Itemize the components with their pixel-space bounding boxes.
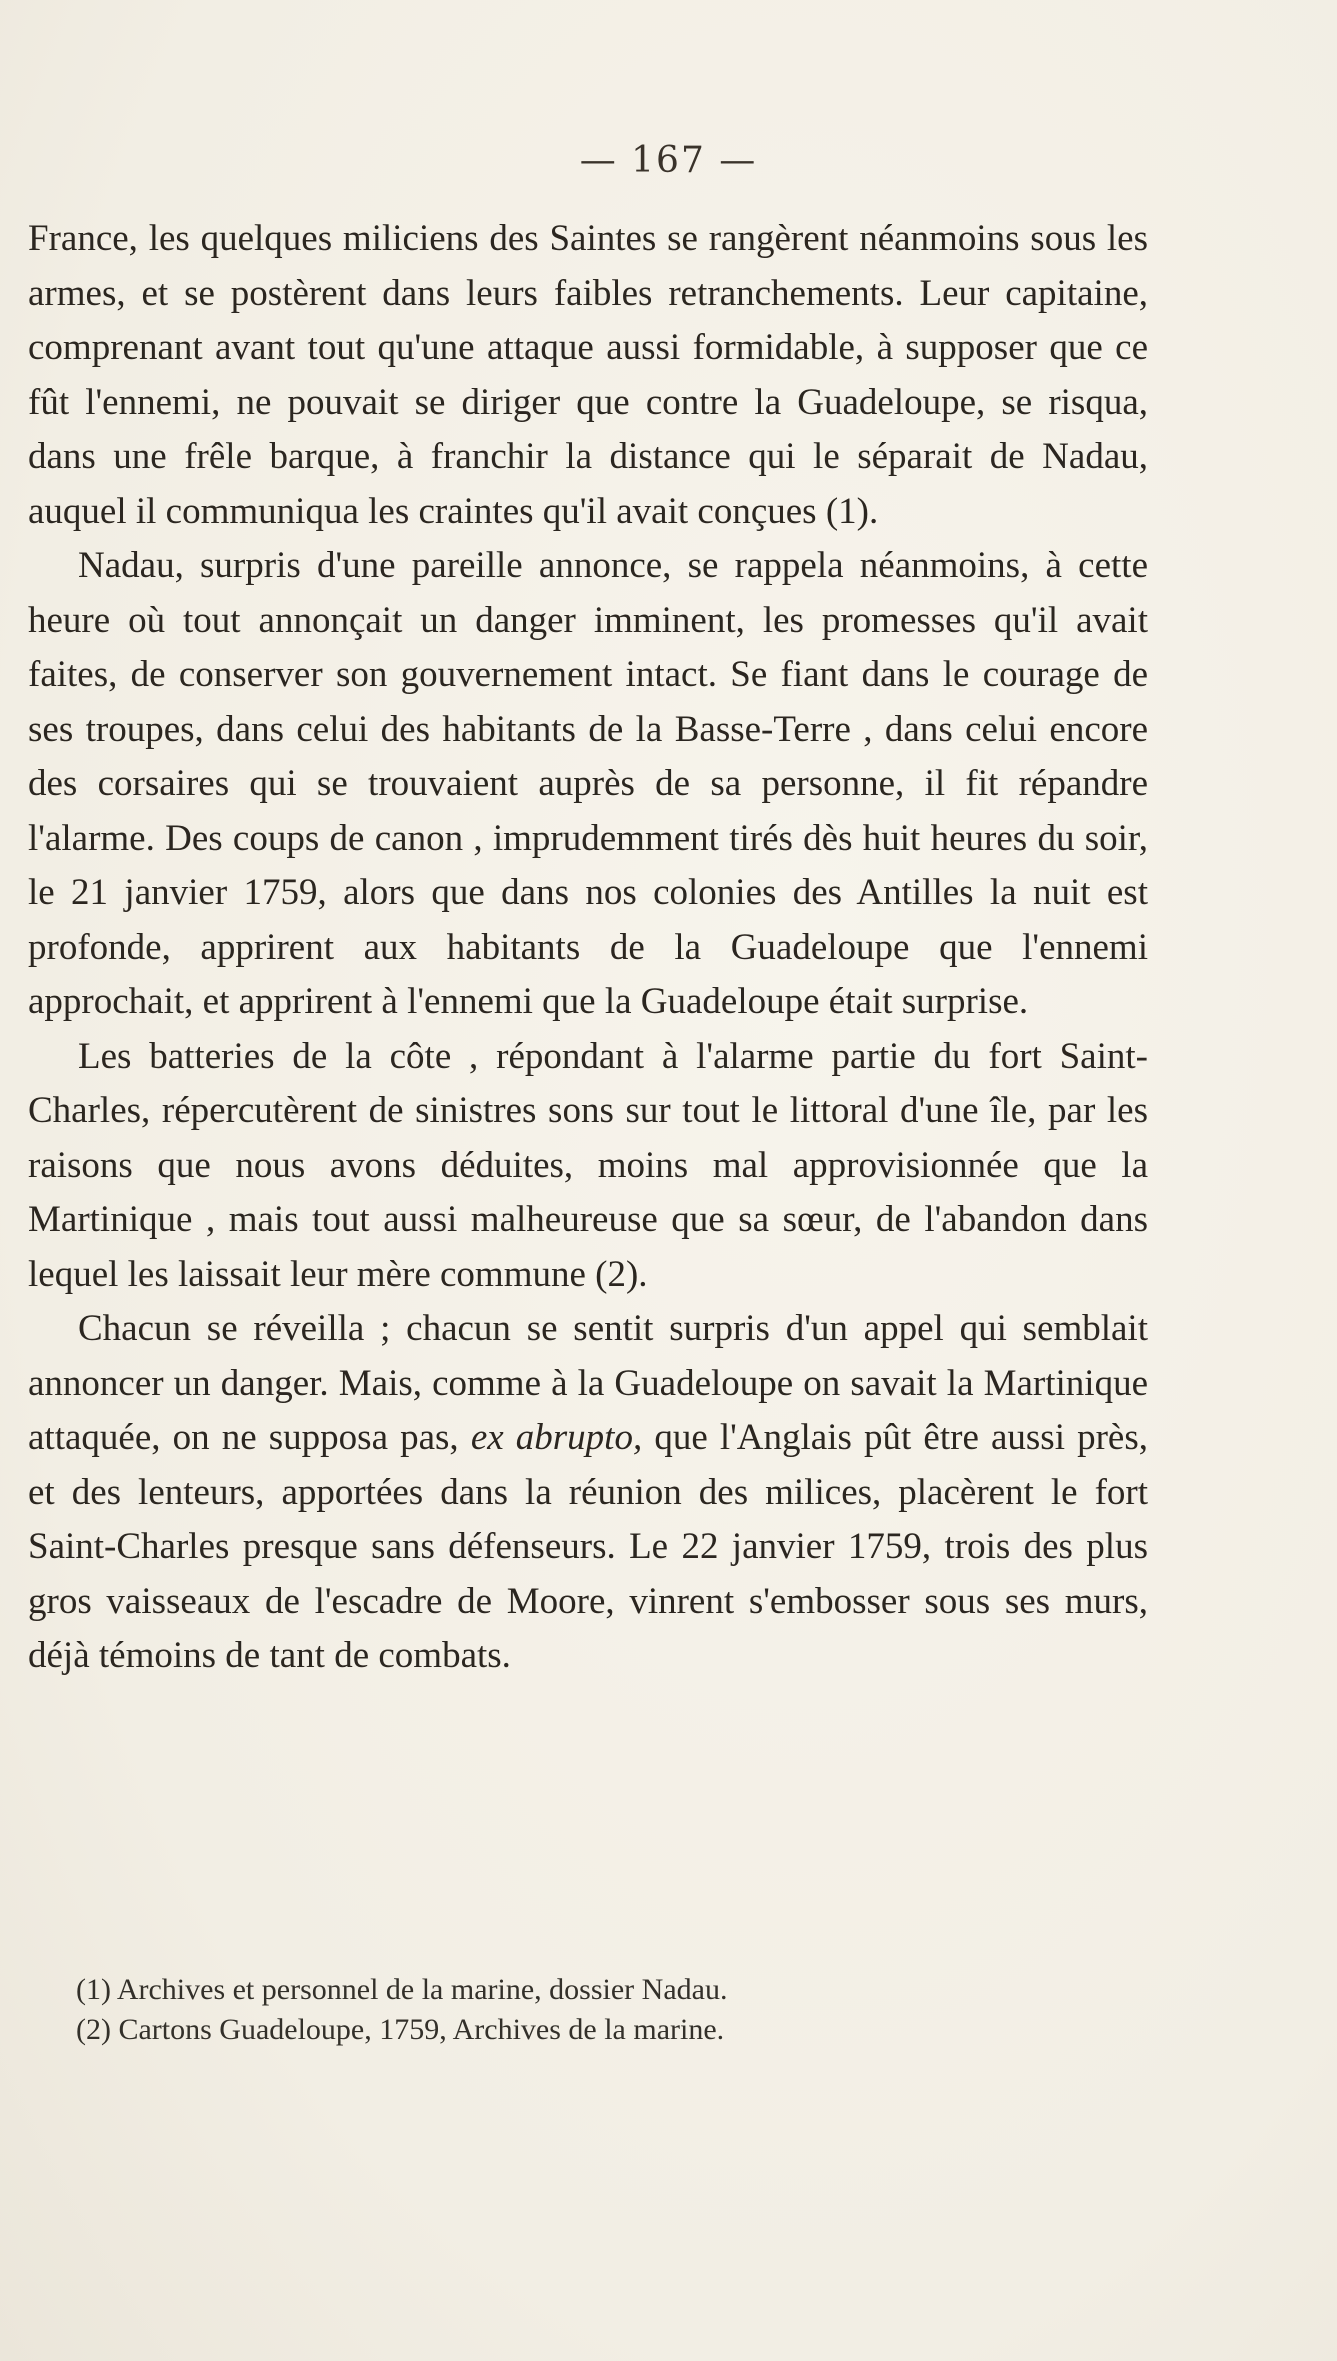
body-text: [28, 212, 1148, 1684]
footnote-1: (1) Archives et personnel de la marine, dossier Nadau.: [76, 1973, 728, 2006]
footnote-2: (2) Cartons Guadeloupe, 1759, Archives de la marine.: [76, 2013, 725, 2046]
footnotes: [76, 1970, 1136, 2050]
paragraph-1: France, les quelques miliciens des Saintes se rangèrent néanmoins sous les armes, et se postèrent dans leurs faibles retranchements. Leur capitaine, comprenant avant tout qu'une attaque aussi formidable, à supposer que ce fût l'ennemi, ne pouvait se diriger que contre la Guadeloupe, se risqua, dans une frêle barque, à franchir la distance qui le séparait de Nadau, auquel il communiqua les craintes qu'il avait conçues (1).: [28, 218, 1148, 532]
paragraph-2: Nadau, surpris d'une pareille annonce, se rappela néanmoins, à cette heure où tout annonçait un danger imminent, les promesses qu'il avait faites, de conserver son gouvernement intact. Se fiant dans le courage de ses troupes, dans celui des habitants de la Basse-Terre , dans celui encore des corsaires qui se trouvaient auprès de sa personne, il fit répandre l'alarme. Des coups de canon , imprudemment tirés dès huit heures du soir, le 21 janvier 1759, alors que dans nos colonies des Antilles la nuit est profonde, apprirent aux habitants de la Guadeloupe que l'ennemi approchait, et apprirent à l'ennemi que la Guadeloupe était surprise.: [28, 545, 1148, 1022]
paragraph-4-text-after: que l'Anglais pût être aussi près, et des lenteurs, apportées dans la réunion des milices, placèrent le fort Saint-Charles presque sans défenseurs. Le 22 janvier 1759, trois des plus gros vaisseaux de l'escadre de Moore, vinrent s'embosser sous ses murs, déjà témoins de tant de combats.: [28, 1417, 1148, 1676]
paragraph-4-text-before: Chacun se réveilla ; chacun se sentit surpris d'un appel qui semblait annoncer un danger. Mais, comme à la Guadeloupe on savait la Martinique attaquée, on ne supposa pas,: [28, 1308, 1148, 1458]
page-number: — 167 —: [579, 140, 758, 181]
paragraph-4-italic-phrase: ex abrupto,: [470, 1417, 643, 1458]
paragraph-4: [28, 1302, 1148, 1684]
paragraph-3: Les batteries de la côte , répondant à l'alarme partie du fort Saint-Charles, répercutèrent de sinistres sons sur tout le littoral d'une île, par les raisons que nous avons déduites, moins mal approvisionnée que la Martinique , mais tout aussi malheureuse que sa sœur, de l'abandon dans lequel les laissait leur mère commune (2).: [28, 1035, 1148, 1295]
